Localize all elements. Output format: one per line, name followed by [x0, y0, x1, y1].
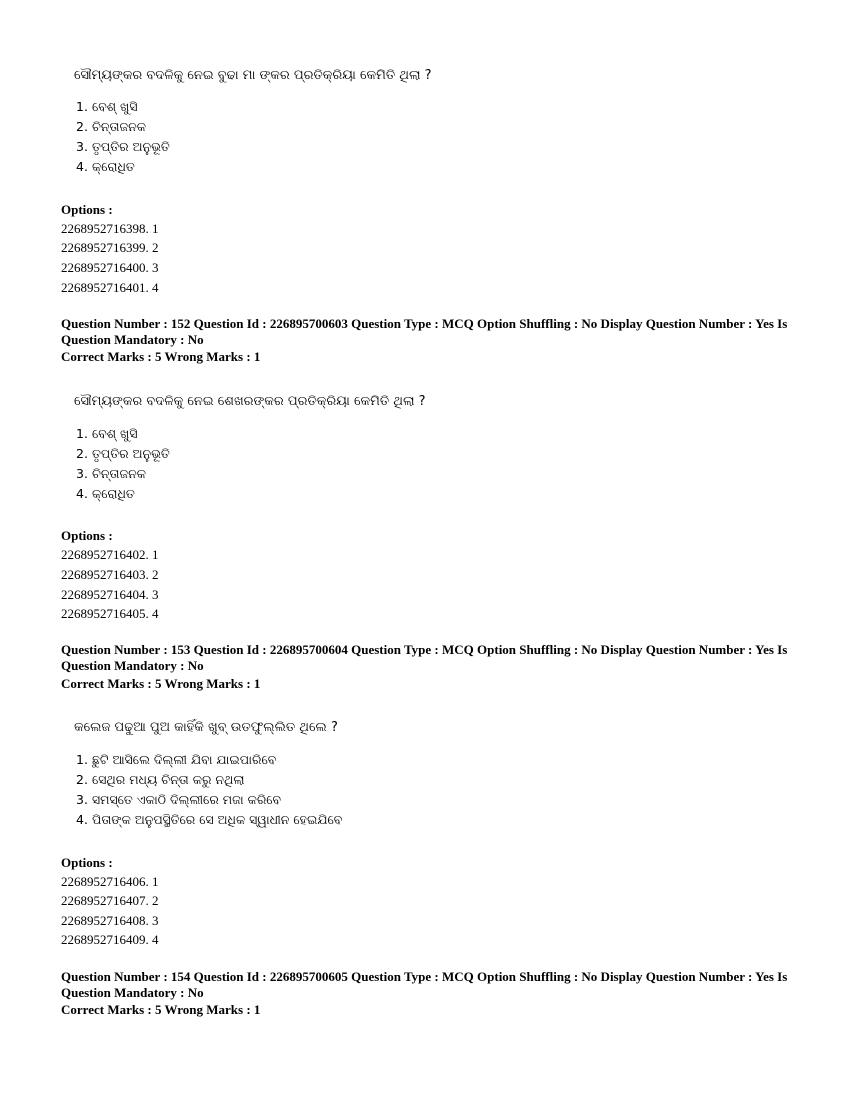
choice-text: କ୍ରୋଧିତ — [92, 486, 135, 501]
choice-text: ତୃପ୍ତିର ଅନୁଭୂତି — [92, 139, 170, 154]
marks-line: Correct Marks : 5 Wrong Marks : 1 — [61, 676, 261, 691]
choice-item — [76, 466, 146, 482]
choice-number: 4. — [76, 159, 88, 174]
options-label: Options : — [61, 855, 113, 870]
choice-text: ସେଥିର ମଧ୍ୟ ଚିନ୍ତା କରୁ ନଥିଲା — [92, 772, 245, 787]
question-meta-line: Question Number : 153 Question Id : 226895700604 Question Type : MCQ Option Shuffling : No Display Question Number : Yes Is — [61, 642, 788, 657]
choice-number: 2. — [76, 119, 88, 134]
option-id: 2268952716399. 2 — [61, 240, 159, 255]
option-id: 2268952716407. 2 — [61, 893, 159, 908]
choice-text: କ୍ରୋଧିତ — [92, 159, 135, 174]
choice-text: ସମସ୍ତେ ଏକାଠି ଦିଲ୍ଲୀରେ ମଜା କରିବେ — [92, 792, 282, 807]
choice-item — [76, 426, 138, 442]
options-label: Options : — [61, 528, 113, 543]
choice-item — [76, 446, 170, 462]
choice-text: ବେଶ୍ ଖୁସି — [92, 99, 138, 114]
choice-number: 1. — [76, 752, 88, 767]
choice-item — [76, 139, 170, 155]
choice-item — [76, 752, 276, 768]
question-meta — [61, 969, 801, 1001]
marks-line: Correct Marks : 5 Wrong Marks : 1 — [61, 349, 261, 364]
question-text: ସୌମ୍ୟଙ୍କର ବଦଳିକୁ ନେଇ ଶେଖରଙ୍କର ପ୍ରତିକ୍ରିୟା କେମିତି ଥିଲା ? — [74, 394, 426, 409]
question-text: ସୌମ୍ୟଙ୍କର ବଦଳିକୁ ନେଇ ବୁଢା ମା ଙ୍କର ପ୍ରତିକ୍ରିୟା କେମିତି ଥିଲା ? — [74, 68, 432, 83]
choice-text: ବେଶ୍ ଖୁସି — [92, 426, 138, 441]
option-id: 2268952716406. 1 — [61, 874, 159, 889]
choice-text: ଚିନ୍ତାଜନକ — [92, 119, 146, 134]
choice-text: ଛୁଟି ଆସିଲେ ଦିଲ୍ଲୀ ଯିବା ଯାଇପାରିବେ — [92, 752, 277, 767]
choice-number: 3. — [76, 139, 88, 154]
option-id: 2268952716405. 4 — [61, 606, 159, 621]
choice-number: 4. — [76, 812, 88, 827]
question-meta-line: Question Number : 152 Question Id : 226895700603 Question Type : MCQ Option Shuffling : No Display Question Number : Yes Is — [61, 316, 788, 331]
question-meta-line: Question Mandatory : No — [61, 985, 204, 1000]
choice-item — [76, 486, 135, 502]
option-id: 2268952716402. 1 — [61, 547, 159, 562]
question-meta — [61, 642, 801, 674]
choice-number: 2. — [76, 772, 88, 787]
option-id: 2268952716409. 4 — [61, 932, 159, 947]
choice-text: ଚିନ୍ତାଜନକ — [92, 466, 146, 481]
choice-item — [76, 792, 281, 808]
choice-item — [76, 812, 342, 828]
option-id: 2268952716400. 3 — [61, 260, 159, 275]
options-label: Options : — [61, 202, 113, 217]
option-id: 2268952716398. 1 — [61, 221, 159, 236]
choice-number: 4. — [76, 486, 88, 501]
choice-text: ପିତାଙ୍କ ଅନୁପସ୍ଥିତିରେ ସେ ଅଧିକ ସ୍ୱାଧୀନ ହେଇଯିବେ — [92, 812, 343, 827]
question-meta-line: Question Mandatory : No — [61, 332, 204, 347]
question-meta-line: Question Mandatory : No — [61, 658, 204, 673]
question-meta-line: Question Number : 154 Question Id : 226895700605 Question Type : MCQ Option Shuffling : No Display Question Number : Yes Is — [61, 969, 788, 984]
option-id: 2268952716404. 3 — [61, 587, 159, 602]
choice-number: 2. — [76, 446, 88, 461]
choice-number: 1. — [76, 426, 88, 441]
question-text: କଲେଜ ପଢୁଆ ପୁଅ କାହିଁକି ଖୁବ୍ ଉତଫୁଲ୍ଲିତ ଥିଲେ ? — [74, 720, 338, 735]
choice-item — [76, 772, 244, 788]
choice-text: ତୃପ୍ତିର ଅନୁଭୂତି — [92, 446, 170, 461]
option-id: 2268952716403. 2 — [61, 567, 159, 582]
choice-number: 3. — [76, 792, 88, 807]
choice-item — [76, 99, 138, 115]
choice-item — [76, 119, 146, 135]
choice-number: 3. — [76, 466, 88, 481]
choice-number: 1. — [76, 99, 88, 114]
question-meta — [61, 316, 801, 348]
option-id: 2268952716408. 3 — [61, 913, 159, 928]
marks-line: Correct Marks : 5 Wrong Marks : 1 — [61, 1002, 261, 1017]
choice-item — [76, 159, 135, 175]
option-id: 2268952716401. 4 — [61, 280, 159, 295]
